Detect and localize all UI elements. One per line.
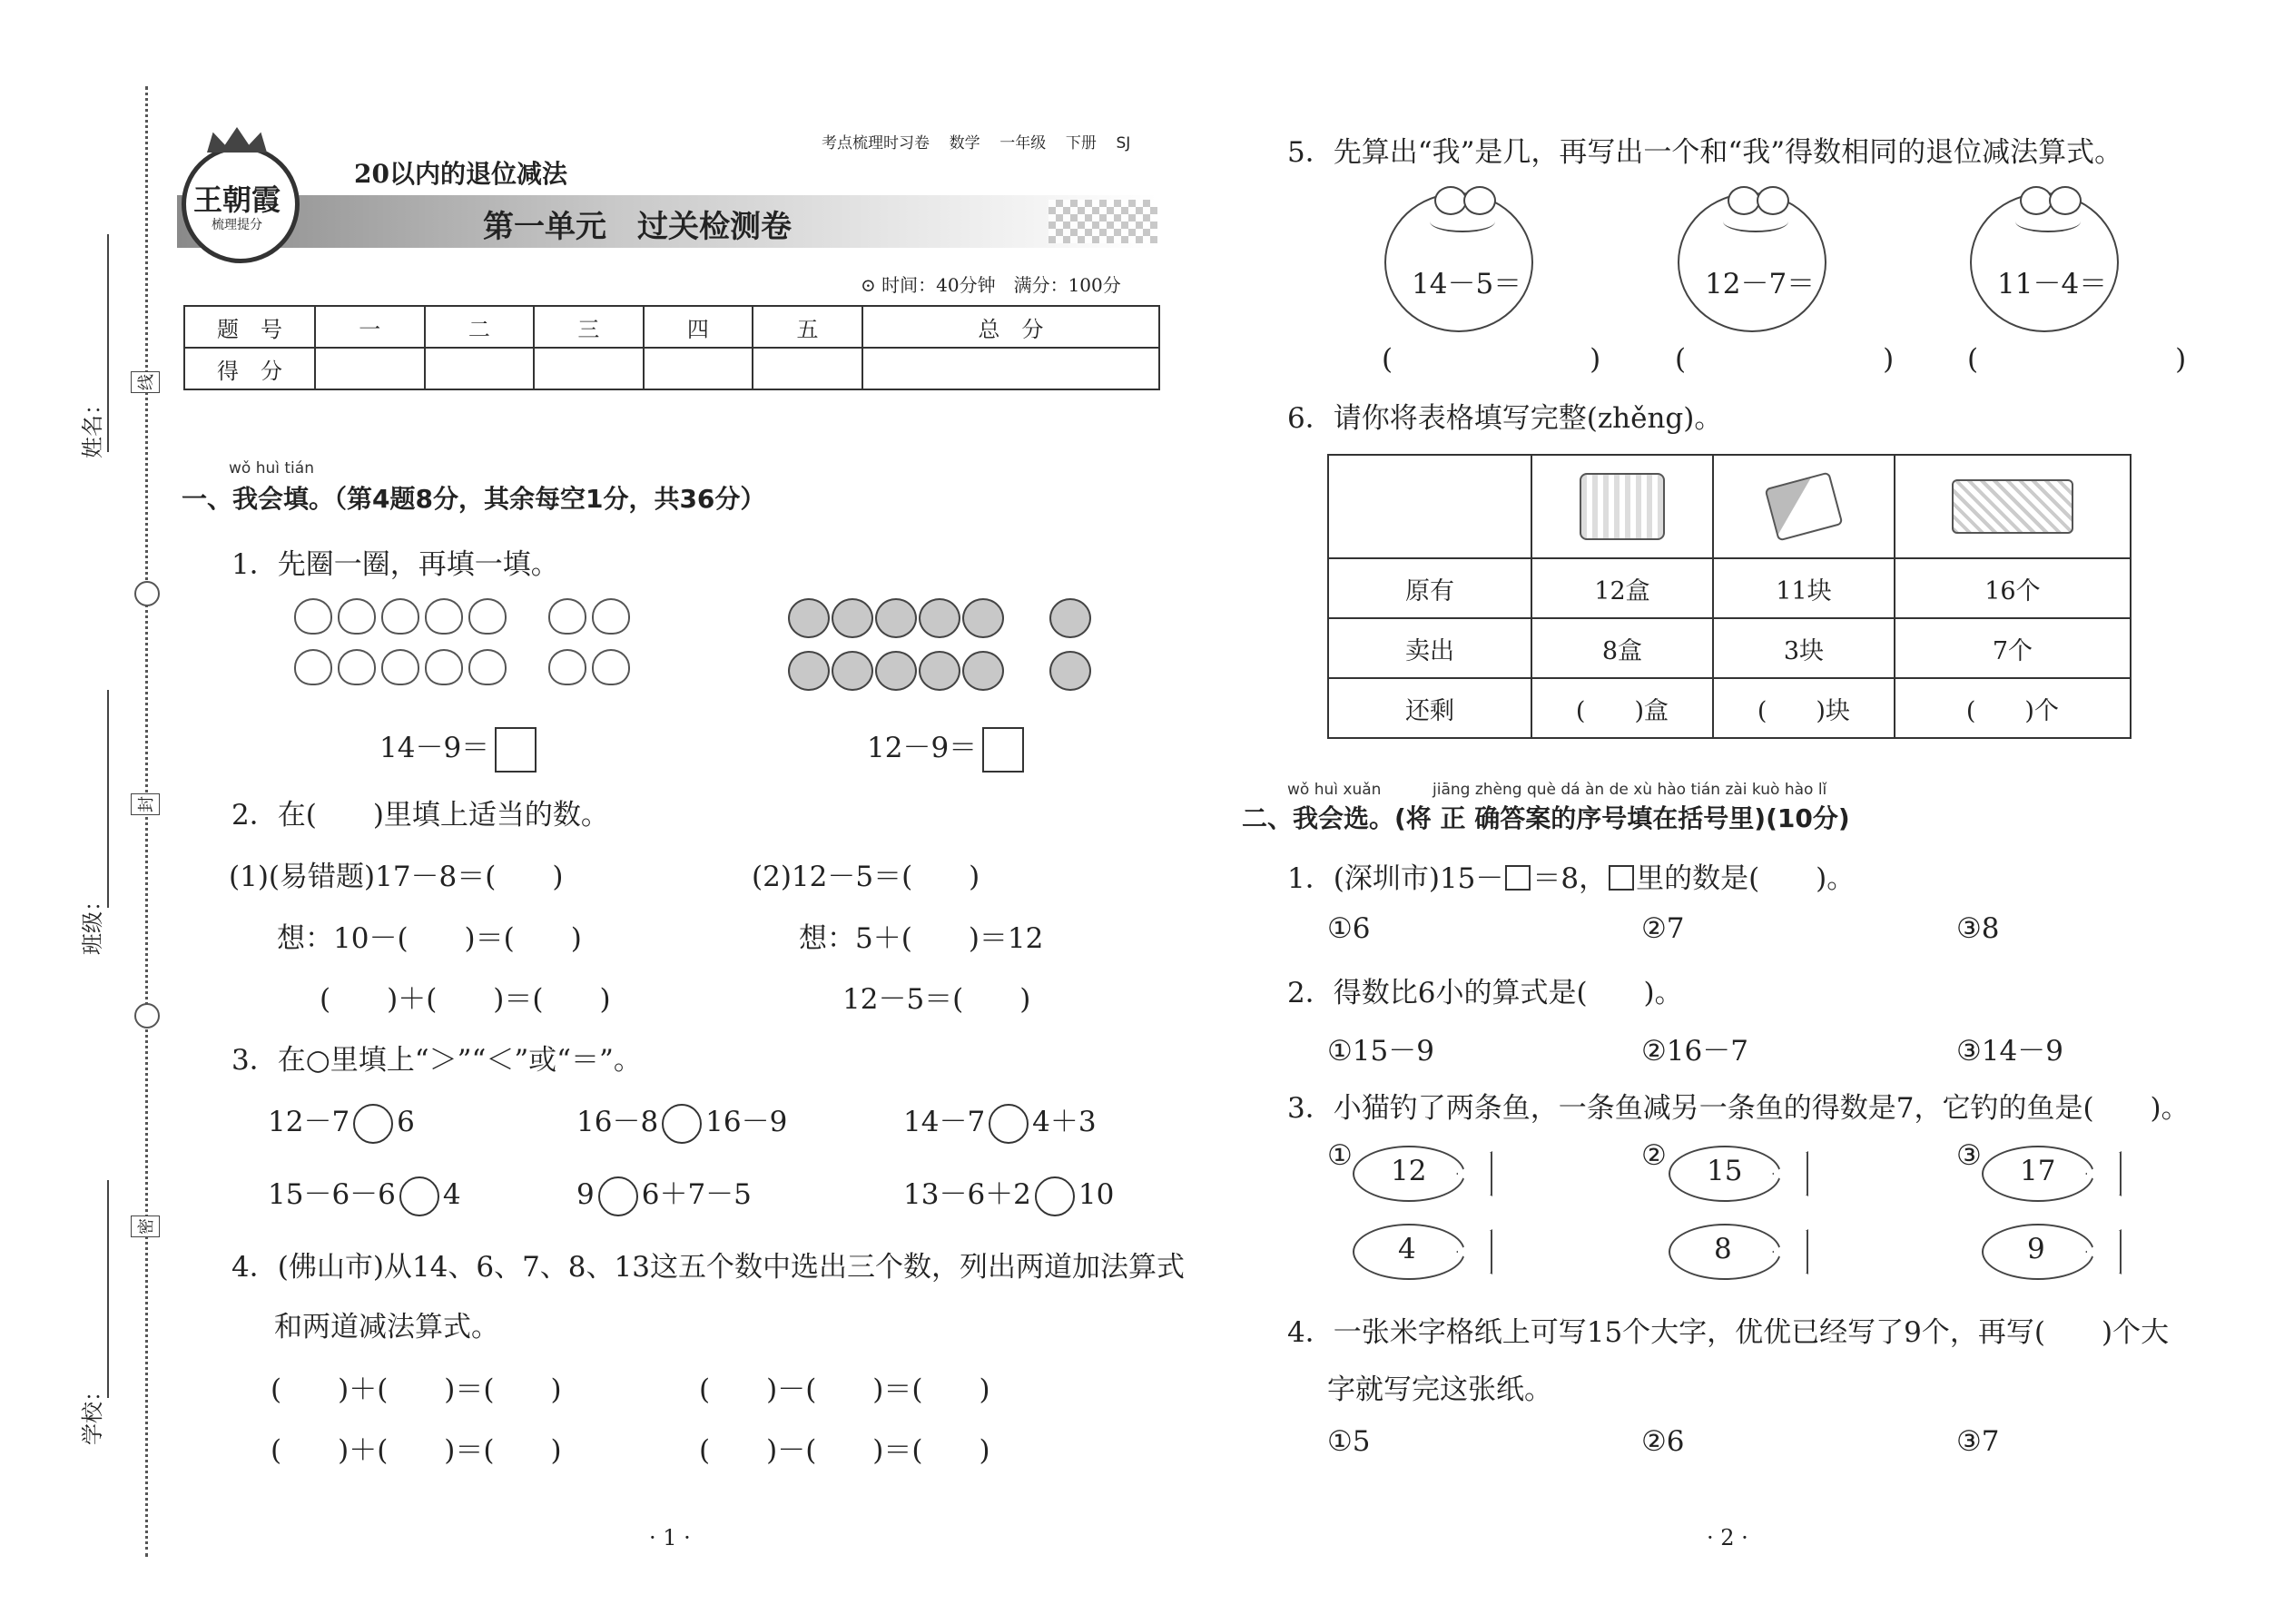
name-underline bbox=[107, 234, 109, 452]
apple-icon bbox=[919, 651, 960, 691]
compare-circle[interactable] bbox=[989, 1104, 1029, 1144]
face-answer-blank[interactable]: ( ) bbox=[1675, 343, 1895, 376]
score-table bbox=[183, 305, 1160, 390]
s2q4-option[interactable]: ①5 bbox=[1327, 1425, 1371, 1458]
score-cell: 五 bbox=[753, 306, 862, 348]
apple-icon bbox=[875, 651, 917, 691]
compare-circle[interactable] bbox=[353, 1104, 393, 1144]
close-mark: 密 bbox=[131, 1216, 160, 1237]
crown-icon bbox=[207, 127, 267, 153]
page-number-2: · 2 · bbox=[1707, 1525, 1748, 1550]
q3-compare-1: 12－7 6 bbox=[268, 1098, 415, 1144]
chocolate-box-icon bbox=[1580, 473, 1665, 540]
score-cell: 二 bbox=[425, 306, 535, 348]
q2-part2-sub: 12－5＝( ) bbox=[842, 983, 1031, 1016]
scissors-icon bbox=[134, 1003, 160, 1029]
blank-square bbox=[1505, 865, 1531, 891]
table-cell: 3块 bbox=[1713, 618, 1895, 678]
seal-mark: 封 bbox=[131, 793, 160, 815]
s2q4-line1: 4．一张米字格纸上可写15个大字，优优已经写了9个，再写( )个大 bbox=[1287, 1316, 2170, 1349]
s2q1-option[interactable]: ②7 bbox=[1641, 912, 1685, 945]
answer-cell[interactable]: ( )块 bbox=[1713, 678, 1895, 738]
s2q4-option[interactable]: ③7 bbox=[1956, 1425, 2000, 1458]
score-input[interactable] bbox=[753, 348, 862, 389]
apple-icon bbox=[962, 598, 1004, 638]
fish-number: 12 bbox=[1391, 1155, 1427, 1187]
score-input[interactable] bbox=[534, 348, 644, 389]
series-info: 考点梳理时习卷 数学 一年级 下册 SJ bbox=[822, 134, 1131, 153]
compare-circle[interactable] bbox=[399, 1176, 439, 1216]
answer-box[interactable] bbox=[982, 727, 1024, 773]
peach-icon bbox=[294, 649, 332, 685]
page-number-1: · 1 · bbox=[649, 1525, 691, 1550]
compare-circle[interactable] bbox=[662, 1104, 702, 1144]
s2q2-stem: 2．得数比6小的算式是( )。 bbox=[1287, 977, 1683, 1009]
apple-group bbox=[788, 595, 1097, 704]
eraser-icon bbox=[1764, 471, 1843, 541]
table-cell: 12盒 bbox=[1531, 558, 1713, 618]
q4-subtraction-2: ( )－( )＝( ) bbox=[699, 1434, 990, 1467]
compare-circle[interactable] bbox=[598, 1176, 638, 1216]
q1-title: 1．先圈一圈，再填一填。 bbox=[231, 548, 559, 581]
apple-icon bbox=[962, 651, 1004, 691]
q4-addition-2: ( )＋( )＝( ) bbox=[271, 1434, 562, 1467]
apple-icon bbox=[788, 598, 830, 638]
s2q3-stem: 3．小猫钓了两条鱼，一条鱼减另一条鱼的得数是7，它钓的鱼是( )。 bbox=[1287, 1092, 2190, 1125]
peach-icon bbox=[294, 598, 332, 635]
q2-part2: (2)12－5＝( ) bbox=[752, 861, 980, 893]
score-cell: 题 号 bbox=[184, 306, 315, 348]
fish-tail bbox=[1772, 1151, 1808, 1196]
time-info: ⊙ 时间：40分钟 满分：100分 bbox=[861, 274, 1121, 296]
q1-equation-1: 14－9＝ bbox=[379, 724, 537, 773]
q2-part2-think: 想：5＋( )＝12 bbox=[799, 922, 1044, 955]
fish-number: 17 bbox=[2020, 1155, 2056, 1187]
face-equation: 11－4＝ bbox=[1997, 268, 2108, 300]
school-label: 学校： bbox=[80, 1380, 105, 1445]
section2-pinyin-2: jiāng zhèng què dá àn de xù hào tián zài kuò hào lǐ bbox=[1433, 781, 1827, 799]
section2-title: 二、我会选。(将 正 确答案的序号填在括号里)(10分) bbox=[1242, 803, 1850, 833]
q3-compare-3: 14－7 4＋3 bbox=[903, 1098, 1097, 1144]
s2q1-option[interactable]: ①6 bbox=[1327, 912, 1371, 945]
answer-cell[interactable]: ( )个 bbox=[1895, 678, 2131, 738]
table-corner bbox=[1328, 455, 1531, 558]
peach-icon bbox=[592, 649, 630, 685]
peach-icon bbox=[338, 649, 376, 685]
section1-title: 一、我会填。（第4题8分，其余每空1分，共36分） bbox=[182, 484, 766, 514]
s2q2-option[interactable]: ①15－9 bbox=[1327, 1035, 1434, 1068]
score-input[interactable] bbox=[425, 348, 535, 389]
logo-subtext: 梳理提分 bbox=[212, 218, 262, 232]
section2-pinyin-1: wǒ huì xuǎn bbox=[1287, 781, 1382, 799]
fish-tail bbox=[1456, 1151, 1492, 1196]
fish-tail bbox=[2085, 1229, 2122, 1275]
q2-part1-think: 想：10－( )＝( ) bbox=[277, 922, 582, 955]
mouth-icon bbox=[2015, 211, 2081, 232]
apple-icon bbox=[919, 598, 960, 638]
peach-icon bbox=[425, 649, 463, 685]
score-cell: 总 分 bbox=[862, 306, 1159, 348]
mouth-icon bbox=[1723, 211, 1788, 232]
s2q1-option[interactable]: ③8 bbox=[1956, 912, 2000, 945]
face-answer-blank[interactable]: ( ) bbox=[1967, 343, 2187, 376]
table-cell: 11块 bbox=[1713, 558, 1895, 618]
q3-compare-6: 13－6＋2 10 bbox=[903, 1171, 1114, 1216]
q2-part1: (1)(易错题)17－8＝( ) bbox=[229, 861, 564, 893]
fish-number: 4 bbox=[1398, 1233, 1416, 1265]
q3-compare-5: 9 6＋7－5 bbox=[576, 1171, 752, 1216]
q1-equation-2: 12－9＝ bbox=[867, 724, 1024, 773]
page-title: 第一单元 过关检测卷 bbox=[483, 209, 792, 245]
table-header-cell bbox=[1713, 455, 1895, 558]
scissors-icon bbox=[134, 581, 160, 606]
q4-subtraction-1: ( )－( )＝( ) bbox=[699, 1373, 990, 1406]
face-equation: 14－5＝ bbox=[1412, 268, 1522, 300]
pencil-case-icon bbox=[1952, 479, 2073, 534]
s2q2-option[interactable]: ②16－7 bbox=[1641, 1035, 1748, 1068]
q6-table bbox=[1327, 454, 2132, 739]
peach-icon bbox=[381, 598, 419, 635]
score-input[interactable] bbox=[644, 348, 753, 389]
apple-icon bbox=[1049, 651, 1091, 691]
score-cell: 得 分 bbox=[184, 348, 315, 389]
q4-line1: 4．(佛山市)从14、6、7、8、13这五个数中选出三个数，列出两道加法算式 bbox=[231, 1251, 1185, 1284]
q5-title: 5．先算出“我”是几，再写出一个和“我”得数相同的退位减法算式。 bbox=[1287, 136, 2123, 169]
class-label: 班级： bbox=[80, 890, 105, 955]
s2q4-option[interactable]: ②6 bbox=[1641, 1425, 1685, 1458]
fish-tail bbox=[2085, 1151, 2122, 1196]
peach-icon bbox=[338, 598, 376, 635]
peach-icon bbox=[381, 649, 419, 685]
fish-tail bbox=[1772, 1229, 1808, 1275]
peach-group bbox=[290, 595, 654, 704]
table-header-cell bbox=[1895, 455, 2131, 558]
section1-pinyin: wǒ huì tián bbox=[229, 459, 314, 477]
fish-option-mark[interactable]: ② bbox=[1641, 1139, 1667, 1172]
table-header-cell bbox=[1531, 455, 1713, 558]
row-label: 原有 bbox=[1328, 558, 1531, 618]
checker-decoration bbox=[1049, 200, 1157, 243]
peach-icon bbox=[592, 598, 630, 635]
apple-icon bbox=[1049, 598, 1091, 638]
apple-icon bbox=[832, 651, 873, 691]
q3-compare-2: 16－8 16－9 bbox=[576, 1098, 787, 1144]
topic-title: 20以内的退位减法 bbox=[354, 159, 567, 189]
fish-number: 8 bbox=[1714, 1233, 1732, 1265]
fish-option-mark[interactable]: ① bbox=[1327, 1139, 1353, 1172]
s2q1-stem: 1．(深圳市)15－ ＝8， 里的数是( )。 bbox=[1287, 862, 1856, 895]
answer-cell[interactable]: ( )盒 bbox=[1531, 678, 1713, 738]
q4-addition-1: ( )＋( )＝( ) bbox=[271, 1373, 562, 1406]
row-label: 还剩 bbox=[1328, 678, 1531, 738]
table-cell: 8盒 bbox=[1531, 618, 1713, 678]
q2-part1-add: ( )＋( )＝( ) bbox=[320, 983, 611, 1016]
binding-dotted-line bbox=[145, 86, 148, 1557]
apple-icon bbox=[788, 651, 830, 691]
face-answer-blank[interactable]: ( ) bbox=[1382, 343, 1601, 376]
peach-icon bbox=[468, 649, 507, 685]
compare-circle[interactable] bbox=[1035, 1176, 1075, 1216]
row-label: 卖出 bbox=[1328, 618, 1531, 678]
q4-line2: 和两道减法算式。 bbox=[274, 1311, 499, 1343]
class-underline bbox=[107, 690, 109, 908]
mouth-icon bbox=[1430, 211, 1495, 232]
apple-icon bbox=[832, 598, 873, 638]
q3-title: 3．在○里填上“＞”“＜”或“＝”。 bbox=[231, 1044, 642, 1077]
peach-icon bbox=[425, 598, 463, 635]
q3-compare-4: 15－6－6 4 bbox=[268, 1171, 461, 1216]
score-cell: 三 bbox=[534, 306, 644, 348]
s2q2-option[interactable]: ③14－9 bbox=[1956, 1035, 2063, 1068]
table-cell: 7个 bbox=[1895, 618, 2131, 678]
q6-title: 6．请你将表格填写完整(zhěng)。 bbox=[1287, 402, 1723, 435]
school-underline bbox=[107, 1180, 109, 1398]
fish-number: 15 bbox=[1707, 1155, 1743, 1187]
score-input[interactable] bbox=[315, 348, 425, 389]
score-input[interactable] bbox=[862, 348, 1159, 389]
fish-number: 9 bbox=[2027, 1233, 2045, 1265]
apple-icon bbox=[875, 598, 917, 638]
peach-icon bbox=[548, 598, 586, 635]
score-cell: 四 bbox=[644, 306, 753, 348]
q2-title: 2．在( )里填上适当的数。 bbox=[231, 799, 609, 832]
blank-square bbox=[1609, 865, 1634, 891]
brand-logo bbox=[182, 145, 300, 263]
score-cell: 一 bbox=[315, 306, 425, 348]
table-cell: 16个 bbox=[1895, 558, 2131, 618]
fish-tail bbox=[1456, 1229, 1492, 1275]
answer-box[interactable] bbox=[495, 727, 537, 773]
face-equation: 12－7＝ bbox=[1705, 268, 1816, 300]
line-mark: 线 bbox=[131, 371, 160, 393]
s2q4-line2: 字就写完这张纸。 bbox=[1327, 1373, 1552, 1406]
clock-icon: ⊙ bbox=[861, 274, 876, 296]
name-label: 姓名： bbox=[80, 393, 105, 458]
peach-icon bbox=[548, 649, 586, 685]
logo-text: 王朝霞 bbox=[193, 182, 281, 217]
fish-option-mark[interactable]: ③ bbox=[1956, 1139, 1982, 1172]
peach-icon bbox=[468, 598, 507, 635]
